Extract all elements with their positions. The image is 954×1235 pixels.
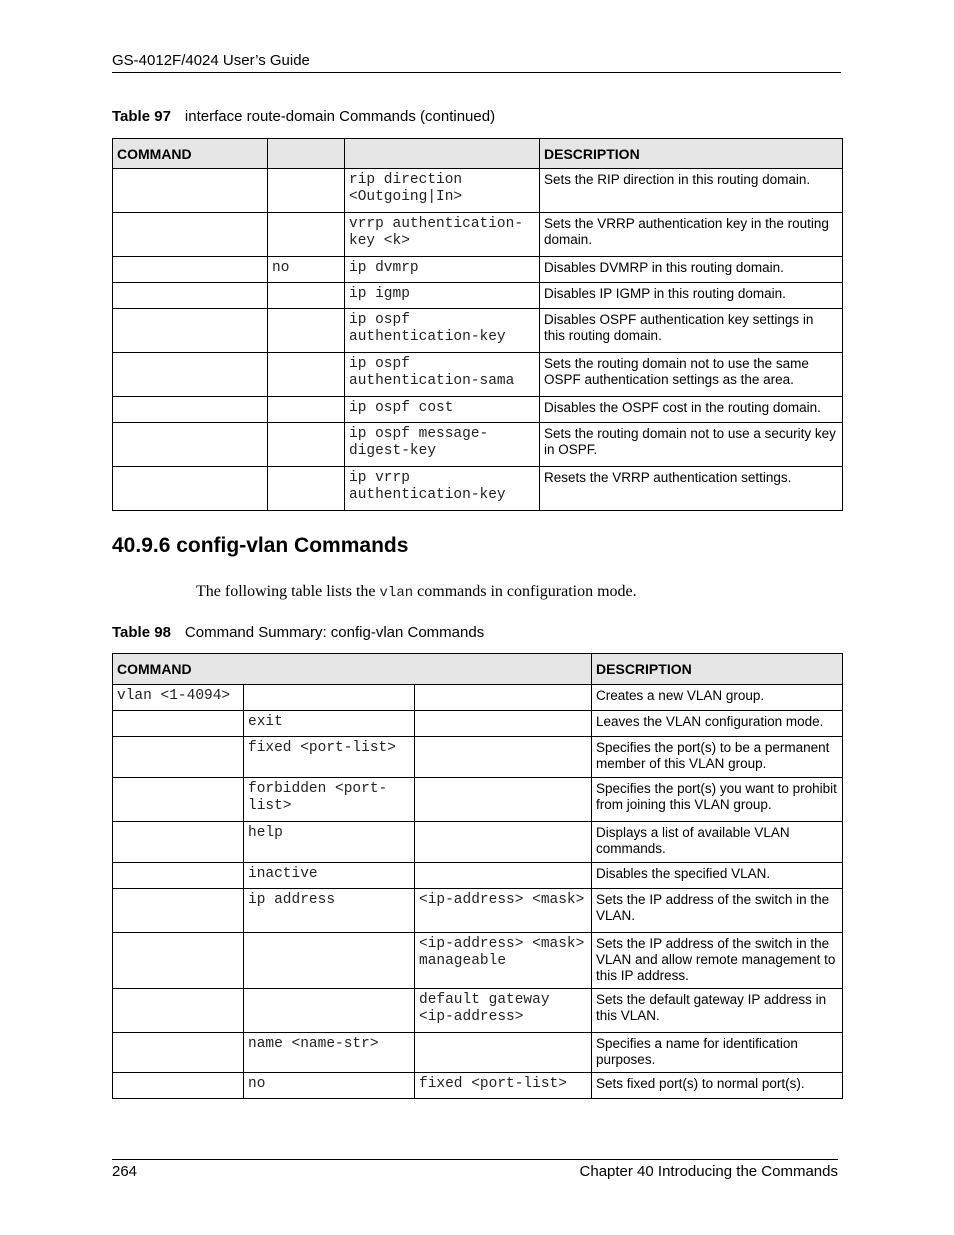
table-row [113, 989, 843, 1033]
table-header-row [113, 654, 843, 685]
cell: ip ospf message-digest-key [345, 423, 540, 467]
cell [268, 423, 345, 467]
cell [415, 711, 592, 737]
table-row [113, 737, 843, 778]
cell-description: Sets fixed port(s) to normal port(s). [592, 1073, 843, 1099]
cell: forbidden <port-list> [244, 778, 415, 822]
cell: exit [244, 711, 415, 737]
cell [244, 989, 415, 1033]
cell: ip ospf authentication-sama [345, 353, 540, 397]
cell: vlan <1-4094> [113, 685, 244, 711]
table-row [113, 467, 843, 511]
cell-description: Specifies the port(s) to be a permanent member of this VLAN group. [592, 737, 843, 778]
cell-description: Disables IP IGMP in this routing domain. [540, 283, 843, 309]
section-heading: 40.9.6 config-vlan Commands [112, 534, 409, 557]
intro-paragraph [196, 583, 637, 602]
cell-description: Disables the OSPF cost in the routing domain. [540, 397, 843, 423]
cell [113, 889, 244, 933]
table98 [112, 653, 843, 1099]
table97-label: Table 97 [112, 108, 171, 125]
cell-description: Sets the IP address of the switch in the VLAN. [592, 889, 843, 933]
cell [113, 213, 268, 257]
cell [113, 353, 268, 397]
table-row [113, 1033, 843, 1073]
chapter-title: Chapter 40 Introducing the Commands [579, 1163, 838, 1180]
cell [415, 778, 592, 822]
cell [113, 467, 268, 511]
cell [113, 711, 244, 737]
table-row [113, 685, 843, 711]
cell-description: Leaves the VLAN configuration mode. [592, 711, 843, 737]
table97-title: interface route-domain Commands (continued) [184, 108, 496, 125]
cell-description: Sets the IP address of the switch in the VLAN and allow remote management to this IP address. [592, 933, 843, 989]
page-header [112, 52, 841, 73]
page-footer [112, 1159, 838, 1180]
page-number: 264 [112, 1163, 138, 1180]
cell [113, 1033, 244, 1073]
table-row [113, 397, 843, 423]
cell: ip ospf cost [345, 397, 540, 423]
cell [113, 778, 244, 822]
cell-description: Sets the default gateway IP address in this VLAN. [592, 989, 843, 1033]
cell-description: Sets the RIP direction in this routing domain. [540, 169, 843, 213]
cell: vrrp authentication-key <k> [345, 213, 540, 257]
table-row [113, 257, 843, 283]
cell [244, 933, 415, 989]
cell: ip dvmrp [345, 257, 540, 283]
cell [268, 467, 345, 511]
table-row [113, 423, 843, 467]
cell [113, 989, 244, 1033]
cell [113, 169, 268, 213]
cell: ip ospf authentication-key [345, 309, 540, 353]
cell [113, 1073, 244, 1099]
cell-description: Disables OSPF authentication key settings in this routing domain. [540, 309, 843, 353]
table98-label: Table 98 [112, 624, 171, 641]
intro-text-end: commands in configuration mode. [413, 583, 637, 600]
intro-code: vlan [379, 585, 414, 601]
table-row [113, 309, 843, 353]
cell: ip vrrp authentication-key [345, 467, 540, 511]
cell [244, 685, 415, 711]
column-header [268, 139, 345, 169]
table98-title: Command Summary: config-vlan Commands [184, 624, 485, 641]
table-row [113, 213, 843, 257]
table-header-row [113, 139, 843, 169]
cell: inactive [244, 863, 415, 889]
cell-description: Sets the routing domain not to use the same OSPF authentication settings as the area. [540, 353, 843, 397]
cell: <ip-address> <mask> [415, 889, 592, 933]
cell: fixed <port-list> [415, 1073, 592, 1099]
cell [113, 423, 268, 467]
table-row [113, 1073, 843, 1099]
cell [415, 685, 592, 711]
column-header: COMMAND [113, 139, 268, 169]
cell [268, 213, 345, 257]
column-header: COMMAND [113, 654, 592, 685]
table-row [113, 283, 843, 309]
cell: default gateway <ip-address> [415, 989, 592, 1033]
cell-description: Specifies the port(s) you want to prohibit from joining this VLAN group. [592, 778, 843, 822]
cell [415, 1033, 592, 1073]
cell-description: Creates a new VLAN group. [592, 685, 843, 711]
cell-description: Disables the specified VLAN. [592, 863, 843, 889]
cell: fixed <port-list> [244, 737, 415, 778]
cell-description: Specifies a name for identification purposes. [592, 1033, 843, 1073]
table-row [113, 778, 843, 822]
cell [113, 863, 244, 889]
cell-description: Sets the routing domain not to use a security key in OSPF. [540, 423, 843, 467]
cell [113, 822, 244, 863]
cell [113, 933, 244, 989]
cell: no [244, 1073, 415, 1099]
cell [113, 257, 268, 283]
cell [415, 737, 592, 778]
table-row [113, 863, 843, 889]
cell [113, 309, 268, 353]
guide-title: GS-4012F/4024 User’s Guide [112, 52, 310, 69]
cell: <ip-address> <mask> manageable [415, 933, 592, 989]
cell [268, 283, 345, 309]
cell-description: Displays a list of available VLAN commands. [592, 822, 843, 863]
cell [113, 737, 244, 778]
cell-description: Resets the VRRP authentication settings. [540, 467, 843, 511]
cell [415, 822, 592, 863]
table-row [113, 822, 843, 863]
cell: rip direction <Outgoing|In> [345, 169, 540, 213]
cell [268, 353, 345, 397]
column-header [345, 139, 540, 169]
cell: name <name-str> [244, 1033, 415, 1073]
cell [113, 283, 268, 309]
cell [268, 397, 345, 423]
cell-description: Disables DVMRP in this routing domain. [540, 257, 843, 283]
cell [268, 169, 345, 213]
table-row [113, 889, 843, 933]
cell [113, 397, 268, 423]
column-header: DESCRIPTION [540, 139, 843, 169]
table-row [113, 353, 843, 397]
table97-caption [112, 108, 495, 125]
cell: help [244, 822, 415, 863]
column-header: DESCRIPTION [592, 654, 843, 685]
intro-text-start: The following table lists the [196, 583, 380, 600]
cell [415, 863, 592, 889]
table97 [112, 138, 843, 511]
table-row [113, 933, 843, 989]
cell-description: Sets the VRRP authentication key in the routing domain. [540, 213, 843, 257]
table98-caption [112, 624, 484, 641]
table-row [113, 711, 843, 737]
cell: ip igmp [345, 283, 540, 309]
cell: no [268, 257, 345, 283]
cell: ip address [244, 889, 415, 933]
cell [268, 309, 345, 353]
table-row [113, 169, 843, 213]
